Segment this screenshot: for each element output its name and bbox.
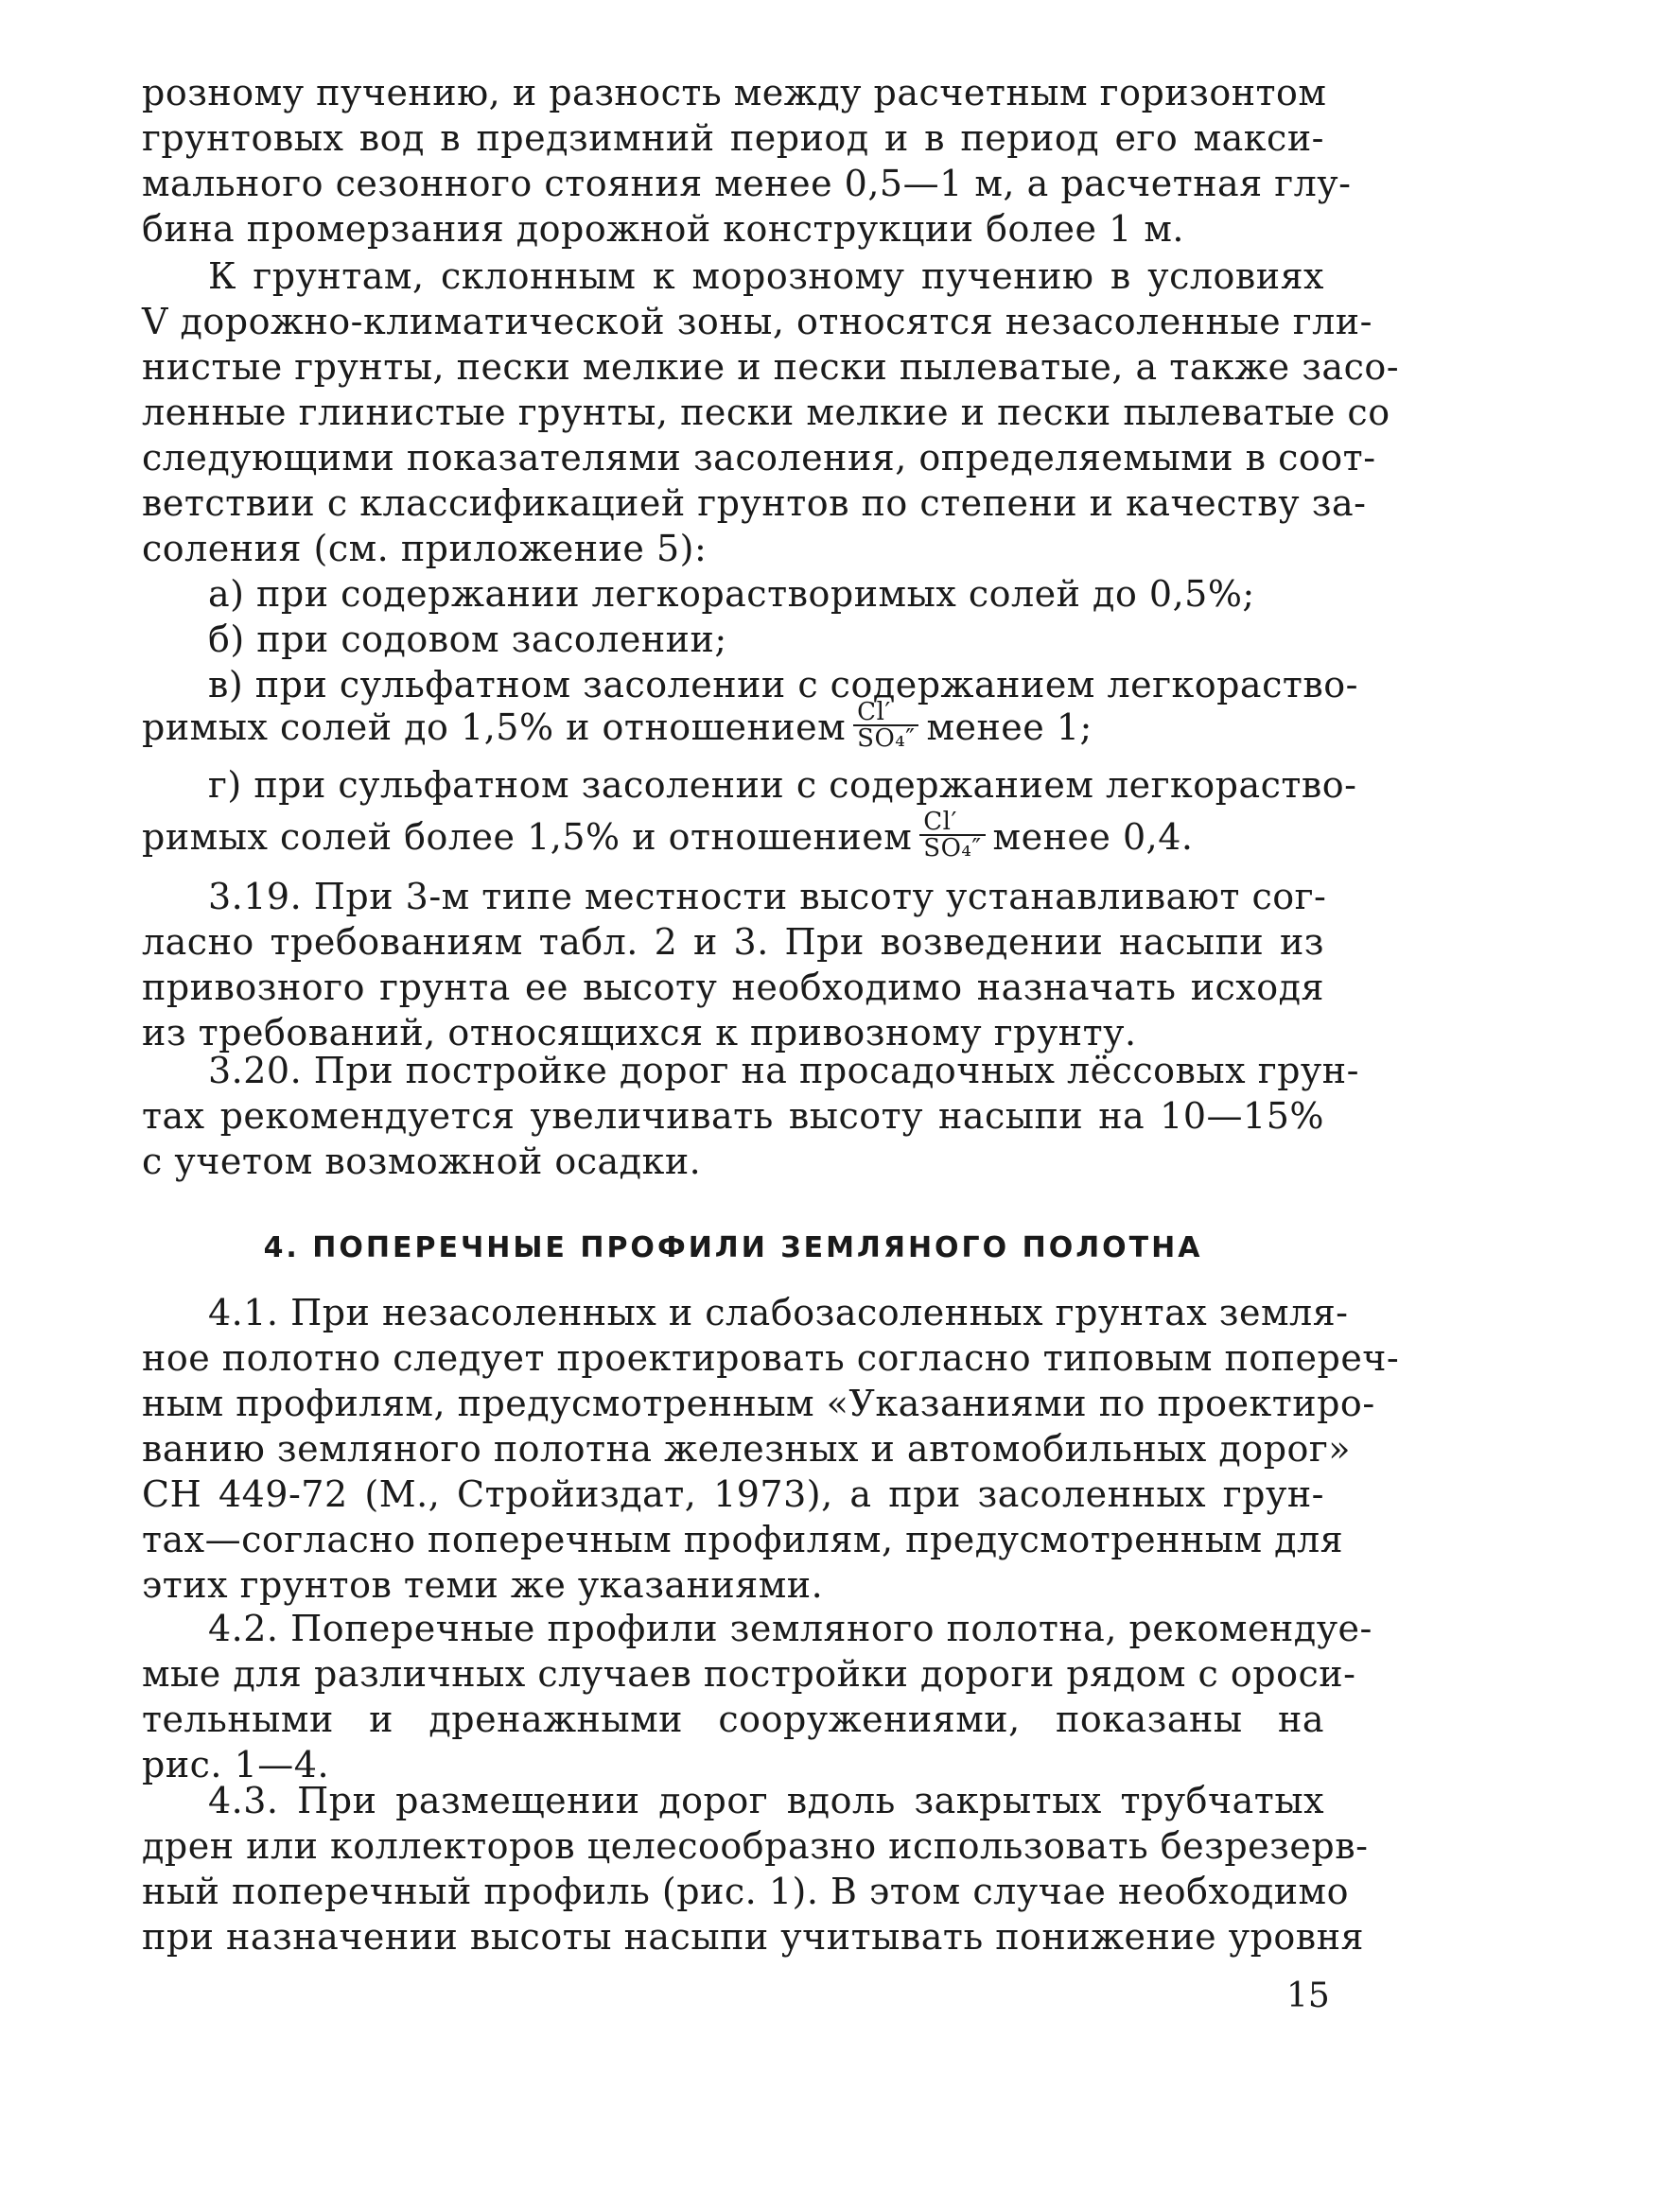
text-line: 4.1. При незасоленных и слабозасоленных грунтах земля- [208,1292,1349,1333]
paragraph-4-1 [142,1290,1400,1608]
text-line: V дорожно-климатической зоны, относятся незасоленные гли- [142,301,1373,342]
list-item-v-line1: в) при сульфатном засолении с содержанием легкораство- [208,664,1359,705]
list-item-g [142,762,1357,808]
text-line: ласно требованиям табл. 2 и 3. При возведении насыпи из [142,921,1324,963]
paragraph-4-2 [142,1606,1373,1787]
text-line: ленные глинистые грунты, пески мелкие и пески пылеватые со [142,392,1390,433]
text-line: ванию земляного полотна железных и автомобильных дорог» [142,1428,1352,1470]
paragraph-continuation [142,70,1352,252]
paragraph-frost-heave-soils [142,253,1400,571]
text-line: соления (см. приложение 5): [142,528,708,569]
text-line: привозного грунта ее высоту необходимо назначать исходя [142,967,1324,1008]
ratio-fraction [919,807,985,862]
fraction-numerator: Cl′ [923,807,957,836]
text-line: ным профилям, предусмотренным «Указаниями по проектиро- [142,1383,1375,1424]
text-line: ное полотно следует проектировать согласно типовым попереч- [142,1337,1400,1379]
paragraph-3-19 [142,874,1327,1055]
text-fragment: римых солей до 1,5% и отношением [142,706,847,748]
salinity-list [142,571,1359,707]
fraction-numerator: Cl′ [857,697,891,726]
text-line: этих грунтов теми же указаниями. [142,1564,824,1606]
text-line: тах рекомендуется увеличивать высоту насыпи на 10—15% [142,1095,1324,1137]
text-line: тельными и дренажными сооружениями, показаны на [142,1698,1324,1740]
list-item-b: б) при содовом засолении; [208,618,727,660]
text-line: при назначении высоты насыпи учитывать понижение уровня [142,1916,1365,1958]
text-line: 3.20. При постройке дорог на просадочных лёссовых грун- [208,1050,1359,1091]
list-item-v-line2 [142,694,1324,760]
text-line: 4.3. При размещении дорог вдоль закрытых трубчатых [208,1780,1324,1821]
text-line: ветствии с классификацией грунтов по степени и качеству за- [142,482,1367,524]
text-fragment: менее 1; [926,706,1093,748]
text-fragment: менее 0,4. [992,816,1194,858]
paragraph-4-3 [142,1778,1369,1959]
text-line: с учетом возможной осадки. [142,1141,702,1182]
text-line: грунтовых вод в предзимний период и в период его макси- [142,117,1324,159]
text-line: 3.19. При 3-м типе местности высоту устанавливают сог- [208,876,1327,917]
text-line: рис. 1—4. [142,1744,330,1785]
text-line: из требований, относящихся к привозному грунту. [142,1012,1137,1054]
text-line: 4.2. Поперечные профили земляного полотна, рекомендуе- [208,1608,1373,1649]
text-line: розному пучению, и разность между расчетным горизонтом [142,72,1327,113]
paragraph-3-20 [142,1048,1359,1184]
ratio-fraction [853,697,918,753]
page-number: 15 [1286,1977,1330,2015]
fraction-denominator: SO₄″ [919,834,985,861]
list-item-g-line1: г) при сульфатном засолении с содержанием легкораство- [208,764,1357,806]
text-line: нистые грунты, пески мелкие и пески пылеватые, а также засо- [142,346,1400,388]
text-line: следующими показателями засоления, определяемыми в соот- [142,437,1376,479]
text-line: мые для различных случаев постройки дороги рядом с ороси- [142,1653,1356,1695]
text-line: тах—согласно поперечным профилям, предусмотренным для [142,1519,1344,1560]
text-line: мального сезонного стояния менее 0,5—1 м, а расчетная глу- [142,163,1352,204]
list-item-a: а) при содержании легкорастворимых солей до 0,5%; [208,573,1255,615]
section-heading: 4. ПОПЕРЕЧНЫЕ ПРОФИЛИ ЗЕМЛЯНОГО ПОЛОТНА [263,1231,1203,1264]
text-line: К грунтам, склонным к морозному пучению в условиях [208,255,1324,297]
list-item-g-line2 [142,804,1324,870]
text-line: ный поперечный профиль (рис. 1). В этом случае необходимо [142,1871,1349,1912]
text-line: СН 449-72 (М., Стройиздат, 1973), а при засоленных грун- [142,1473,1324,1515]
fraction-denominator: SO₄″ [853,724,918,751]
text-line: дрен или коллекторов целесообразно использовать безрезерв- [142,1825,1369,1867]
text-fragment: римых солей более 1,5% и отношением [142,816,913,858]
text-line: бина промерзания дорожной конструкции более 1 м. [142,208,1185,250]
